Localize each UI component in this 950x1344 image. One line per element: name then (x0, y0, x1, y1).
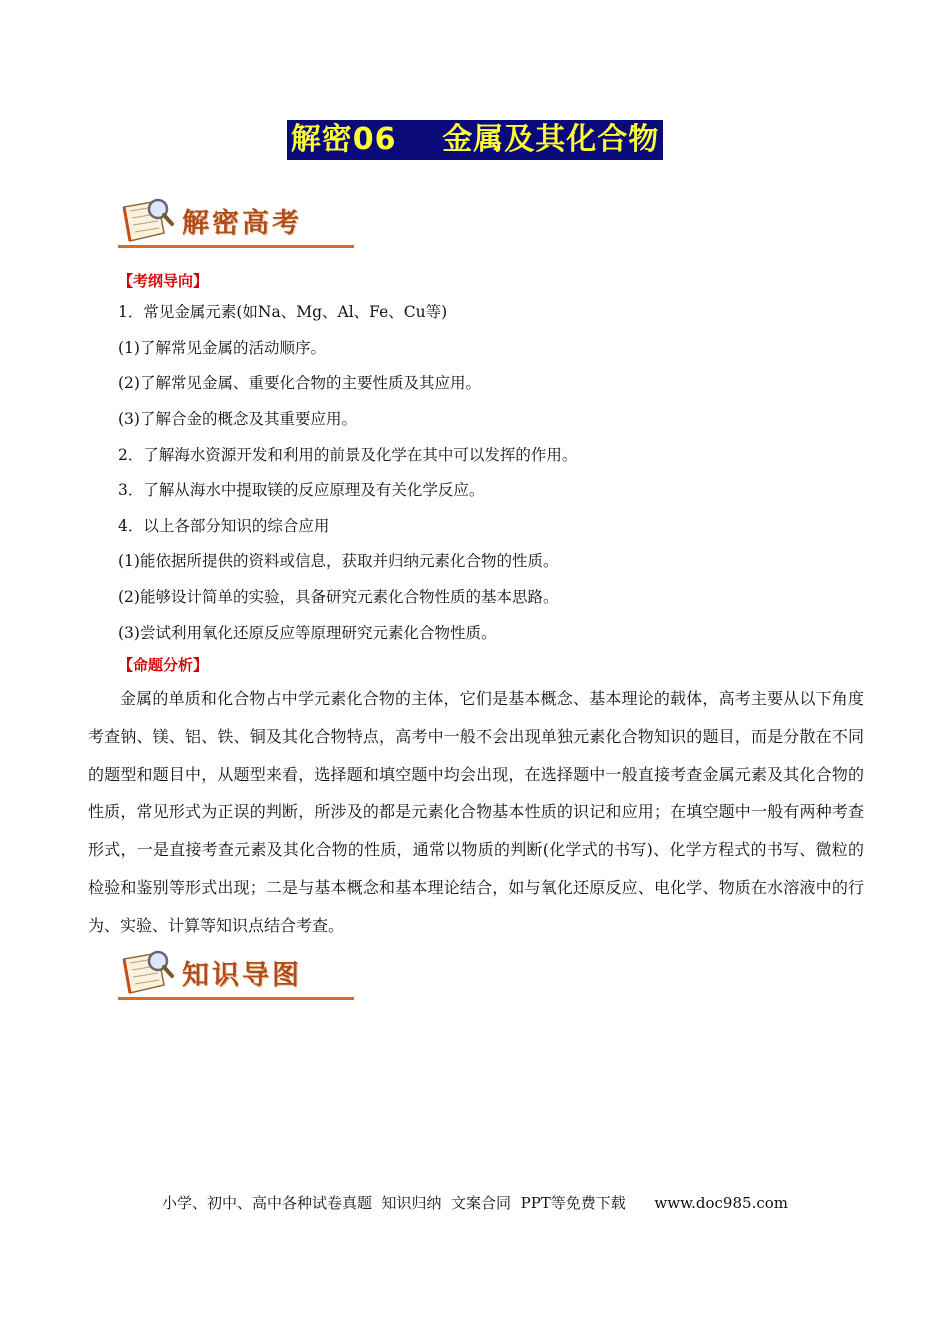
title-wrap (0, 120, 950, 160)
outline-item: (3)尝试利用氧化还原反应等原理研究元素化合物性质。 (118, 624, 497, 642)
banner-exam (118, 193, 358, 253)
outline-heading: 【考纲导向】 (118, 272, 209, 290)
outline-item: (3)了解合金的概念及其重要应用。 (118, 410, 357, 428)
notebook-magnifier-icon (118, 945, 182, 1001)
banner-exam-text: 解密高考 (182, 208, 302, 239)
page-footer: 小学、初中、高中各种试卷真题 知识归纳 文案合同 PPT等免费下载 www.doc985.com (161, 1194, 788, 1212)
banner-knowledge-map (118, 945, 358, 1005)
banner-knowledge-map-text: 知识导图 (182, 960, 302, 991)
outline-item: (2)了解常见金属、重要化合物的主要性质及其应用。 (118, 374, 481, 392)
analysis-heading: 【命题分析】 (118, 656, 209, 674)
outline-item: (1)能依据所提供的资料或信息，获取并归纳元素化合物的性质。 (118, 552, 559, 570)
outline-item: 1．常见金属元素(如Na、Mg、Al、Fe、Cu等) (118, 303, 448, 321)
outline-item: 3．了解从海水中提取镁的反应原理及有关化学反应。 (118, 481, 485, 499)
analysis-paragraph: 金属的单质和化合物占中学元素化合物的主体，它们是基本概念、基本理论的载体，高考主要从以下角度考查钠、镁、铝、铁、铜及其化合物特点，高考中一般不会出现单独元素化合物知识的题目，而是分散在不同的题型和题目中，从题型来看，选择题和填空题中均会出现，在选择题中一般直接考查金属元素及其化合物的性质，常见形式为正误的判断，所涉及的都是元素化合物基本性质的识记和应用；在填空题中一般有两种考查形式，一是直接考查元素及其化合物的性质，通常以物质的判断(化学式的书写)、化学方程式的书写、微粒的检验和鉴别等形式出现；二是与基本概念和基本理论结合，如与氧化还原反应、电化学、物质在水溶液中的行为、实验、计算等知识点结合考查。 (88, 689, 864, 935)
outline-item: 2．了解海水资源开发和利用的前景及化学在其中可以发挥的作用。 (118, 446, 578, 464)
outline-item: (2)能够设计简单的实验，具备研究元素化合物性质的基本思路。 (118, 588, 559, 606)
banner-underline (118, 245, 354, 248)
notebook-magnifier-icon (118, 193, 182, 249)
banner-underline (118, 997, 354, 1000)
outline-item: 4．以上各部分知识的综合应用 (118, 517, 330, 535)
document-title: 解密06 金属及其化合物 (287, 120, 664, 160)
outline-item: (1)了解常见金属的活动顺序。 (118, 339, 326, 357)
